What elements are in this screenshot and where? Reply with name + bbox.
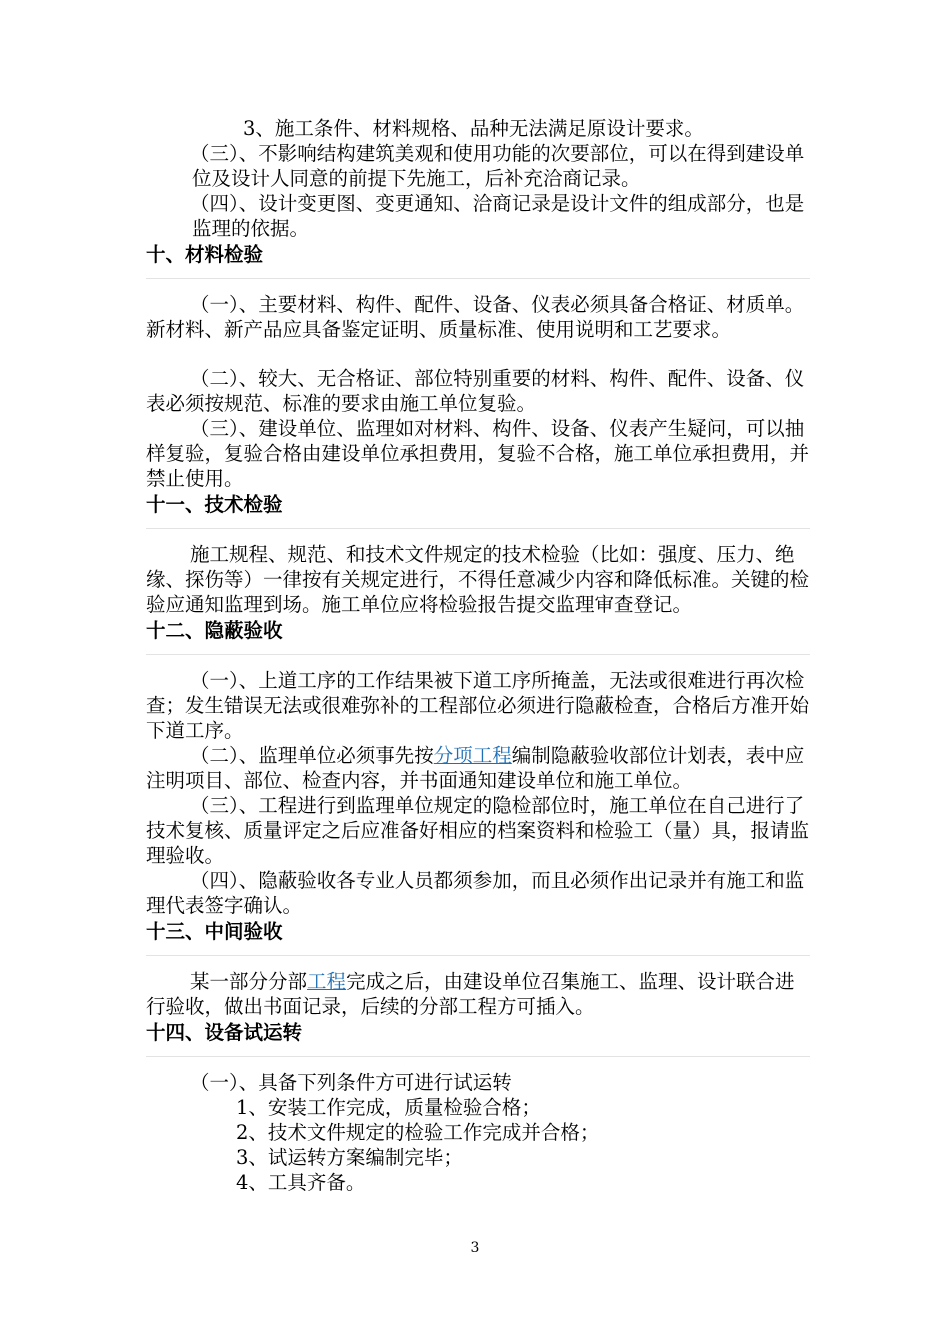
text-run: 编制隐蔽验收部位计划表，表中应注明项目、部位、检查内容，并书面通知建设单位和施工单位。 — [146, 744, 805, 792]
divider — [146, 1056, 810, 1057]
divider — [146, 955, 810, 956]
hyperlink-fenxiang-gongcheng[interactable]: 分项工程 — [433, 744, 512, 767]
section-heading: 十、材料检验 — [146, 243, 264, 266]
text-run: 某一部分分部 — [190, 970, 308, 993]
hyperlink-gongcheng[interactable]: 工程 — [307, 970, 347, 993]
paragraph: （三）、不影响结构建筑美观和使用功能的次要部位，可以在得到建设单位及设计人同意的前提下先施工，后补充洽商记录。 — [190, 142, 805, 190]
divider — [146, 528, 810, 529]
divider — [146, 654, 810, 655]
section-heading: 十一、技术检验 — [146, 493, 283, 516]
paragraph: （四）、设计变更图、变更通知、洽商记录是设计文件的组成部分，也是监理的依据。 — [190, 192, 805, 240]
paragraph: （一）、主要材料、构件、配件、设备、仪表必须具备合格证、材质单。新材料、新产品应具备鉴定证明、质量标准、使用说明和工艺要求。 — [146, 293, 805, 341]
paragraph: （三）、工程进行到监理单位规定的隐检部位时，施工单位在自己进行了技术复核、质量评定之后应准备好相应的档案资料和检验工（量）具，报请监理验收。 — [146, 794, 810, 867]
paragraph: （四）、隐蔽验收各专业人员都须参加，而且必须作出记录并有施工和监理代表签字确认。 — [146, 869, 805, 917]
text-run: 完成之后，由建设单位召集施工、监理、设计联合进行验收，做出书面记录，后续的分部工程方可插入。 — [146, 970, 795, 1018]
paragraph: 施工规程、规范、和技术文件规定的技术检验（比如：强度、压力、绝缘、探伤等）一律按有关规定进行，不得任意减少内容和降低标准。关键的检验应通知监理到场。施工单位应将检验报告提交监理审查登记。 — [146, 543, 810, 616]
section-heading: 十三、中间验收 — [146, 920, 283, 943]
section-heading: 十四、设备试运转 — [146, 1021, 303, 1044]
page-number: 3 — [470, 1240, 480, 1256]
list-item: 3、试运转方案编制完毕； — [236, 1146, 463, 1169]
list-item: 2、技术文件规定的检验工作完成并合格； — [236, 1121, 600, 1144]
paragraph: （一）、具备下列条件方可进行试运转 — [190, 1071, 512, 1094]
paragraph: （三）、建设单位、监理如对材料、构件、设备、仪表产生疑问，可以抽样复验，复验合格由建设单位承担费用，复验不合格，施工单位承担费用，并禁止使用。 — [146, 417, 810, 490]
paragraph: （一）、上道工序的工作结果被下道工序所掩盖，无法或很难进行再次检查；发生错误无法或很难弥补的工程部位必须进行隐蔽检查，合格后方准开始下道工序。 — [146, 669, 810, 742]
list-item: 4、工具齐备。 — [236, 1171, 366, 1194]
paragraph: 3、施工条件、材料规格、品种无法满足原设计要求。 — [243, 117, 704, 140]
spacer — [146, 342, 810, 366]
section-heading: 十二、隐蔽验收 — [146, 619, 283, 642]
paragraph: （二）、较大、无合格证、部位特别重要的材料、构件、配件、设备、仪表必须按规范、标准的要求由施工单位复验。 — [146, 367, 805, 415]
divider — [146, 278, 810, 279]
paragraph — [146, 969, 810, 1019]
page-content — [146, 116, 810, 1195]
text-run: （二）、监理单位必须事先按 — [190, 744, 434, 767]
list-item: 1、安装工作完成，质量检验合格； — [236, 1096, 541, 1119]
paragraph — [146, 743, 810, 793]
